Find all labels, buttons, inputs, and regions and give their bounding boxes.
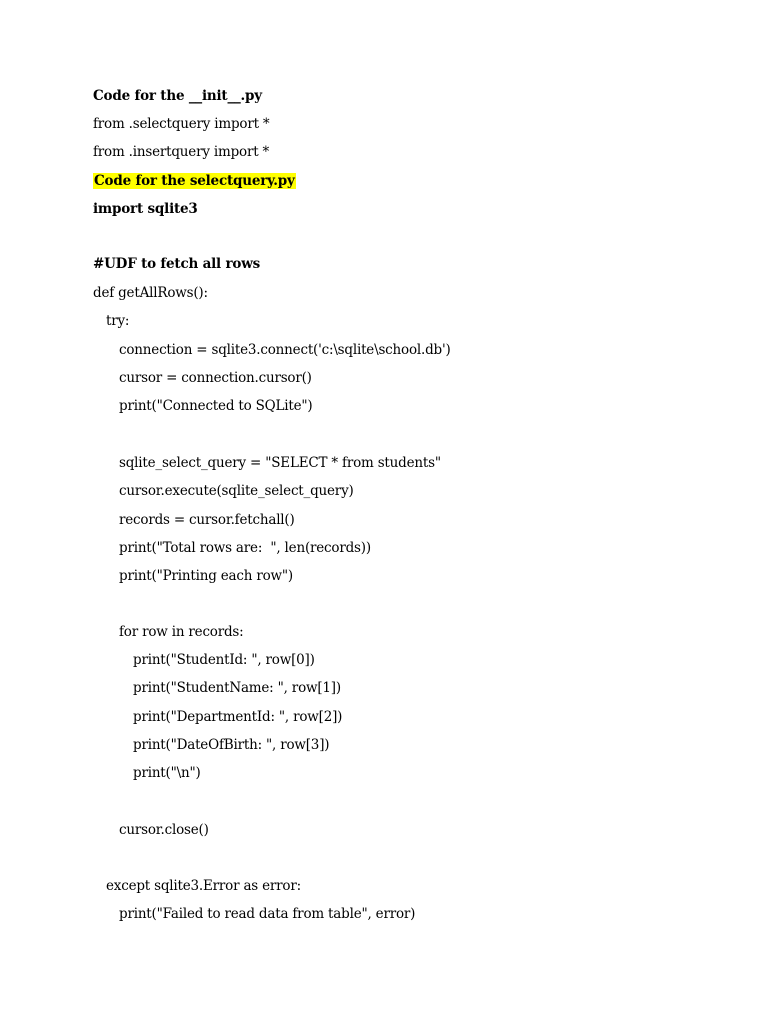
- code-line: records = cursor.fetchall(): [119, 512, 295, 528]
- highlighted-heading-text: Code for the selectquery.py: [94, 173, 295, 189]
- code-line-for: for row in records:: [119, 624, 244, 640]
- code-line: print("StudentId: ", row[0]): [133, 652, 315, 668]
- code-line: print("Printing each row"): [119, 568, 293, 584]
- code-line: print("StudentName: ", row[1]): [133, 680, 341, 696]
- code-line: print("Connected to SQLite"): [119, 398, 313, 414]
- code-line: print("Total rows are: ", len(records)): [119, 540, 371, 556]
- code-line: cursor.close(): [119, 822, 209, 838]
- code-line: cursor.execute(sqlite_select_query): [119, 483, 354, 499]
- code-line: print("Failed to read data from table", error): [119, 906, 416, 922]
- code-line: sqlite_select_query = "SELECT * from students": [119, 455, 441, 471]
- code-line-except: except sqlite3.Error as error:: [106, 878, 301, 894]
- code-comment: #UDF to fetch all rows: [93, 256, 261, 272]
- heading-init-file: Code for the __init__.py: [93, 88, 262, 104]
- code-line: connection = sqlite3.connect('c:\sqlite\school.db'): [119, 342, 451, 358]
- code-line: print("\n"): [133, 765, 201, 781]
- code-line: from .selectquery import *: [93, 116, 270, 132]
- code-line: print("DateOfBirth: ", row[3]): [133, 737, 330, 753]
- code-line: from .insertquery import *: [93, 144, 270, 160]
- code-line-try: try:: [106, 313, 130, 329]
- code-line: cursor = connection.cursor(): [119, 370, 312, 386]
- heading-selectquery-file: [93, 172, 296, 190]
- code-line-import: import sqlite3: [93, 201, 198, 217]
- code-line-def: def getAllRows():: [93, 285, 208, 301]
- code-line: print("DepartmentId: ", row[2]): [133, 709, 343, 725]
